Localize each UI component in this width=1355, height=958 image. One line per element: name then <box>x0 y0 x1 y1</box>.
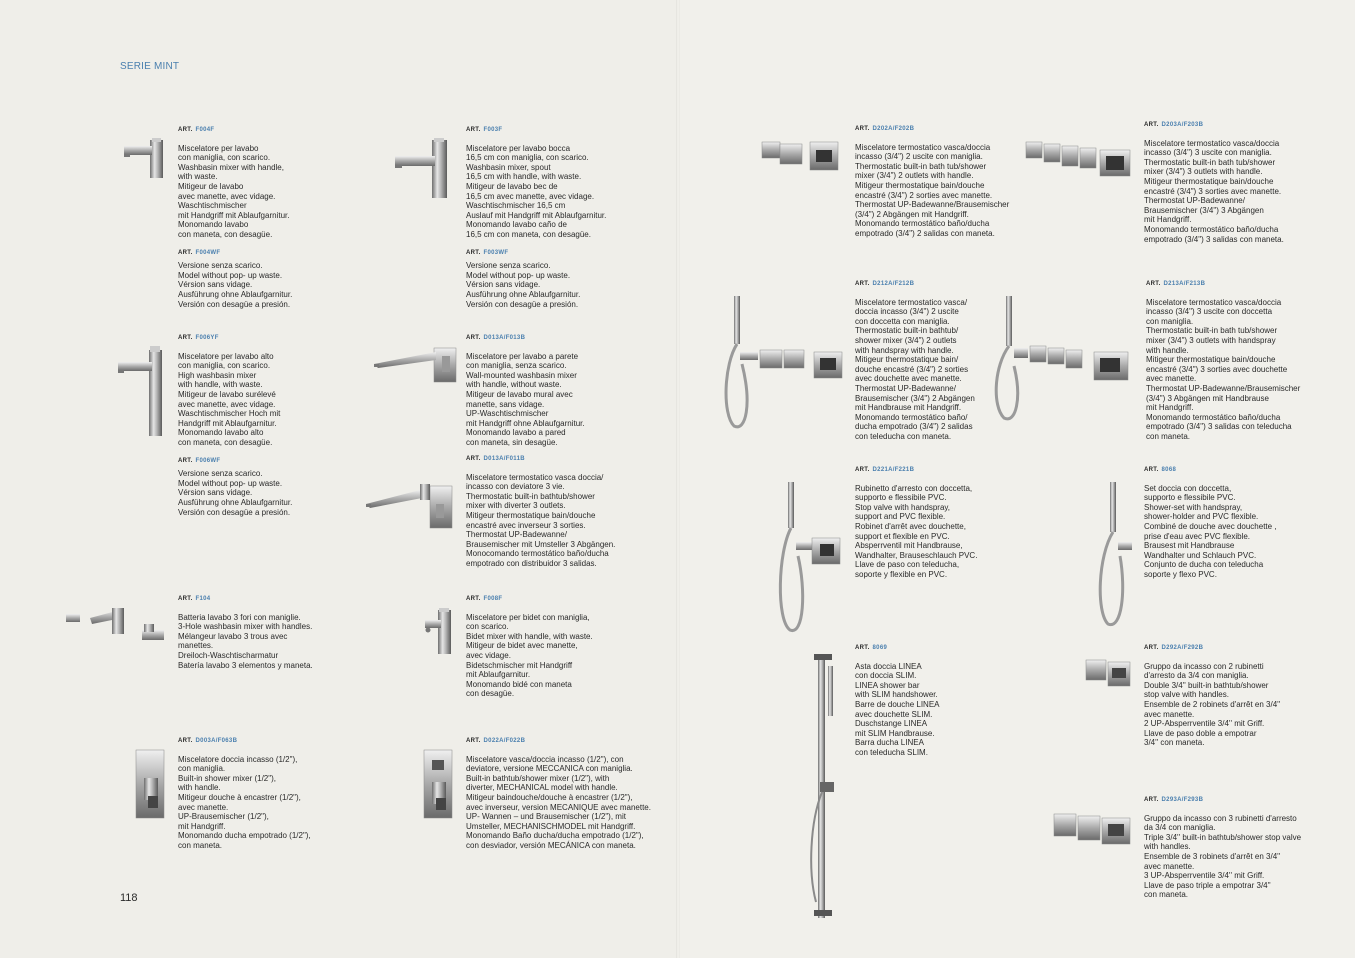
handshower-icon <box>990 294 1132 424</box>
product-description: Miscelatore per lavabo con maniglia, con scarico. Washbasin mixer with handle, with waste. Mitigeur de lavabo avec manette, avec vidage. Waschtischmischer mit Handgriff mit Ablaufgarnitur. Monomando lavabo con maneta, con desagüe. <box>178 143 290 239</box>
product-entry <box>1144 121 1319 244</box>
article-code: F004WF <box>195 249 221 256</box>
product-entry <box>466 334 646 448</box>
variant-entry <box>178 457 348 518</box>
article-code: F104 <box>195 596 211 602</box>
product-entry <box>855 466 995 580</box>
article-code: F003WF <box>483 249 509 256</box>
product-description: Miscelatore per lavabo a parete con maniglia, senza scarico. Wall-mounted washbasin mixer with handle, without waste. Mitigeur de lavabo mural avec manette, sans vidage. UP-Waschtischmischer mit Handgriff ohne Ablaufgarnitur. Monomando lavabo a pared con maneta, sin desagüe. <box>466 351 585 447</box>
wall-spout-icon <box>364 478 460 530</box>
article-code: D221A/F221B <box>872 467 915 473</box>
art-label: ART. <box>466 596 481 602</box>
article-code: D212A/F212B <box>872 281 915 287</box>
art-label: ART. <box>1146 281 1161 287</box>
product-entry <box>178 126 348 309</box>
product-description: Miscelatore per bidet con maniglia, con scarico. Bidet mixer with handle, with waste. Mitigeur de bidet avec manette, avec vidage. Bidetschmischer mit Handgriff mit Ablaufgarnitur. Monomando bidé con maneta con desagüe. <box>466 612 593 699</box>
product-description: Miscelatore termostatico vasca/ doccia incasso (3/4") 2 uscite con doccetta con maniglia. Thermostatic built-in bathtub/ shower mixer (3/4") 2 outlets with handspray with handle. Mitigeur thermostatique bain/ douche encastré (3/4") 2 sorties avec douchette avec manette. Thermostat UP-Badewanne/ Brausemischer (3/4") 2 Abgängen mit Handbrause mit Handgriff. Monomando termostático baño/ ducha empotrado (3/4") 2 salidas con teleducha con maneta. <box>855 297 975 441</box>
article-code: F006YF <box>195 335 219 341</box>
thermostatic-valve-icon <box>760 138 840 172</box>
page-number: 118 <box>120 892 138 904</box>
thermostatic-valve-icon <box>1052 810 1132 846</box>
series-title: SERIE MINT <box>120 61 180 72</box>
variant-description: Versione senza scarico. Model without pop- up waste. Vérsion sans vidage. Ausführung ohne Ablaufgarnitur. Versión con desagüe a presión. <box>178 261 293 309</box>
product-entry <box>178 737 348 851</box>
article-code: D292A/F292B <box>1161 645 1204 651</box>
product-description: Gruppo da incasso con 2 rubinetti d'arresto da 3/4 con maniglia. Double 3/4'' built-in bathtub/shower stop valve with handles. Ensemble de 2 robinets d'arrêt en 3/4'' avec manette. 2 UP-Absperrventile 3/4'' mit Griff. Llave de paso doble a empotrar 3/4'' con maneta. <box>1144 661 1281 748</box>
art-label: ART. <box>178 335 193 341</box>
product-description: Miscelatore vasca/doccia incasso (1/2"), con deviatore, versione MECCANICA con maniglia. Built-in bathtub/shower mixer (1/2"), with diverter, MECHANICAL model with handle. Mitigeur baindouche/douche à encastrer (1/2"), avec inverseur, version MECANIQUE avec manette. UP- Wannen – und Brausemischer (1/2"), mit Umsteller, MECHANISCHMODEL mit Handgriff. Monomando Baño ducha/ducha empotrado (1/2"), con desviador, versión MECÁNICA con maneta. <box>466 754 651 850</box>
variant-description: Versione senza scarico. Model without pop- up waste. Vérsion sans vidage. Ausführung ohne Ablaufgarnitur. Versión con desagüe a presión. <box>466 261 581 309</box>
art-label: ART. <box>178 127 193 133</box>
article-code: D003A/F063B <box>195 738 238 744</box>
variant-description: Versione senza scarico. Model without pop- up waste. Vérsion sans vidage. Ausführung ohne Ablaufgarnitur. Versión con desagüe a presión. <box>178 469 293 517</box>
product-description: Batteria lavabo 3 fori con maniglie. 3-Hole washbasin mixer with handles. Mélangeur lavabo 3 trous avec manettes. Dreiloch-Waschtischarmatur Batería lavabo 3 elementos y maneta. <box>178 612 313 670</box>
product-description: Miscelatore per lavabo alto con maniglia, con scarico. High washbasin mixer with handle, with waste. Mitigeur de lavabo surélevé avec manette, avec vidage. Waschtischmischer Hoch mit Handgriff mit Ablaufgarnitur. Monomando lavabo alto con maneta, con desagüe. <box>178 351 281 447</box>
product-entry <box>466 737 651 851</box>
product-entry <box>855 644 975 758</box>
article-code: F008F <box>483 596 503 602</box>
art-label: ART. <box>178 249 193 256</box>
variant-entry <box>178 249 348 310</box>
article-code: D203A/F203B <box>1161 122 1204 128</box>
page-gutter <box>676 0 680 958</box>
product-description: Rubinetto d'arresto con doccetta, supporto e flessibile PVC. Stop valve with handspray, support and PVC flexible. Robinet d'arrêt avec douchette, support et flexible en PVC. Absperrventil mit Handbrause, Wandhalter, Brauseschlauch PVC. Llave de paso con teleducha, soporte y flexible en PVC. <box>855 483 978 579</box>
product-entry <box>178 595 348 670</box>
concealed-plate-icon <box>134 748 166 820</box>
handshower-icon <box>776 480 844 636</box>
product-entry <box>466 455 651 569</box>
product-description: Miscelatore termostatico vasca/doccia incasso (3/4") 3 uscite con maniglia. Thermostatic built-in bath tub/shower mixer (3/4") 3 outlets with handle. Mitigeur thermostatique bain/douche encastré (3/4") 3 sorties avec manette. Thermostat UP-Badewanne/ Brausemischer (3/4") 3 Abgängen mit Handgriff. Monomando termostático baño/ducha empotrado (3/4") 3 salidas con maneta. <box>1144 138 1284 244</box>
thermostatic-valve-icon <box>1024 138 1132 178</box>
article-code: F003F <box>483 127 503 133</box>
shower-bar-icon <box>800 652 840 922</box>
variant-entry <box>466 249 646 310</box>
product-description: Set doccia con doccetta, supporto e flessibile PVC. Shower-set with handspray, shower-holder and PVC flexible. Combiné de douche avec douchette , prise d'eau avec PVC flexible. Brausest mit Handbrause Wandhalter und Schlauch PVC. Conjunto de ducha con teleducha soporte y flexo PVC. <box>1144 483 1277 579</box>
handshower-icon <box>1096 480 1136 628</box>
art-label: ART. <box>466 335 481 341</box>
article-code: D213A/F213B <box>1163 281 1206 287</box>
product-entry <box>466 595 646 699</box>
concealed-plate-icon <box>422 748 454 820</box>
wall-spout-icon <box>372 346 460 384</box>
product-entry <box>1144 796 1324 900</box>
thermostatic-valve-icon <box>1084 656 1132 688</box>
product-entry <box>1146 280 1326 442</box>
bidet-mixer-icon <box>422 608 456 656</box>
product-description: Gruppo da incasso con 3 rubinetti d'arresto da 3/4 con maniglia. Triple 3/4'' built-in bathtub/shower stop valve with handles. Ensemble de 3 robinets d'arrêt en 3/4'' avec manette. 3 UP-Absperrventile 3/4'' mit Griff. Llave de paso triple a empotrar 3/4'' con maneta. <box>1144 813 1302 900</box>
article-code: D022A/F022B <box>483 738 526 744</box>
article-code: D013A/F011B <box>483 456 525 462</box>
product-entry <box>466 126 646 309</box>
product-description: Miscelatore termostatico vasca/doccia incasso (3/4") 2 uscite con maniglia. Thermostatic built-in bath tub/shower mixer (3/4") 2 outlets with handle. Mitigeur thermostatique bain/douche encastré (3/4") 2 sorties avec manette. Thermostat UP-Badewanne/Brausemischer (3/4") 2 Abgängen mit Handgriff. Monomando termostático baño/ducha empotrado (3/4") 2 salidas con maneta. <box>855 142 1010 238</box>
article-code: F004F <box>195 127 215 133</box>
article-code: 8069 <box>872 645 888 651</box>
product-description: Miscelatore per lavabo bocca 16,5 cm con maniglia, con scarico. Washbasin mixer, spout 16,5 cm with handle, with waste. Mitigeur de lavabo bec de 16,5 cm avec manette, avec vidage. Waschtischmischer 16,5 cm Auslauf mit Handgriff mit Ablaufgarnitur. Monomando lavabo caño de 16,5 cm con maneta, con desagüe. <box>466 143 607 239</box>
product-description: Miscelatore termostatico vasca/doccia incasso (3/4") 3 uscite con doccetta con maniglia. Thermostatic built-in bath tub/shower mixer (3/4") 3 outlets with handspray with handle. Mitigeur thermostatique bain/douche encastré (3/4") 3 sorties avec douchette avec manette. Thermostat UP-Badewanne/Brausemischer (3/4") 3 Abgängen mit Handbrause mit Handgriff. Monomando termostático baño/ducha empotrado (3/4") 3 salidas con teleducha con maneta. <box>1146 297 1301 441</box>
art-label: ART. <box>178 738 193 744</box>
article-code: 8068 <box>1161 467 1177 473</box>
art-label: ART. <box>466 127 481 133</box>
handshower-icon <box>720 294 844 432</box>
art-label: ART. <box>466 249 481 256</box>
article-code: D293A/F293B <box>1161 797 1204 803</box>
art-label: ART. <box>1144 467 1159 473</box>
art-label: ART. <box>1144 122 1159 128</box>
tall-basin-mixer-icon <box>115 346 167 438</box>
art-label: ART. <box>855 281 870 287</box>
basin-mixer-icon <box>392 138 457 200</box>
product-entry <box>855 280 995 442</box>
product-entry <box>178 334 348 517</box>
art-label: ART. <box>855 126 870 132</box>
art-label: ART. <box>855 645 870 651</box>
product-entry <box>1144 466 1294 580</box>
three-hole-mixer-icon <box>60 604 166 644</box>
product-entry <box>855 125 1030 239</box>
article-code: D013A/F013B <box>483 335 526 341</box>
product-description: Miscelatore doccia incasso (1/2"), con maniglia. Built-in shower mixer (1/2"), with handle. Mitigeur douche à encastrer (1/2"), avec manette. UP-Brausemischer (1/2"), mit Handgriff. Monomando ducha empotrado (1/2"), con maneta. <box>178 754 311 850</box>
product-entry <box>1144 644 1304 748</box>
art-label: ART. <box>466 738 481 744</box>
article-code: F006WF <box>195 457 221 464</box>
basin-mixer-icon <box>120 138 170 180</box>
art-label: ART. <box>1144 645 1159 651</box>
article-code: D202A/F202B <box>872 126 915 132</box>
product-description: Miscelatore termostatico vasca doccia/ incasso con deviatore 3 vie. Thermostatic built-in bathtub/shower mixer with diverter 3 outlets. Mitigeur thermostatique bain/douche encastré avec inverseur 3 sorties. Thermostat UP-Badewanne/ Brausemischer mit Umsteller 3 Abgängen. Monocomando termostático baño/ducha empotrado con distribuidor 3 salidas. <box>466 472 616 568</box>
art-label: ART. <box>178 596 193 602</box>
art-label: ART. <box>1144 797 1159 803</box>
art-label: ART. <box>855 467 870 473</box>
art-label: ART. <box>466 456 481 462</box>
art-label: ART. <box>178 457 193 464</box>
product-description: Asta doccia LINEA con doccia SLIM. LINEA shower bar with SLIM handshower. Barre de douche LINEA avec douchette SLIM. Duschstange LINEA mit SLIM Handbrause. Barra ducha LINEA con teleducha SLIM. <box>855 661 940 757</box>
